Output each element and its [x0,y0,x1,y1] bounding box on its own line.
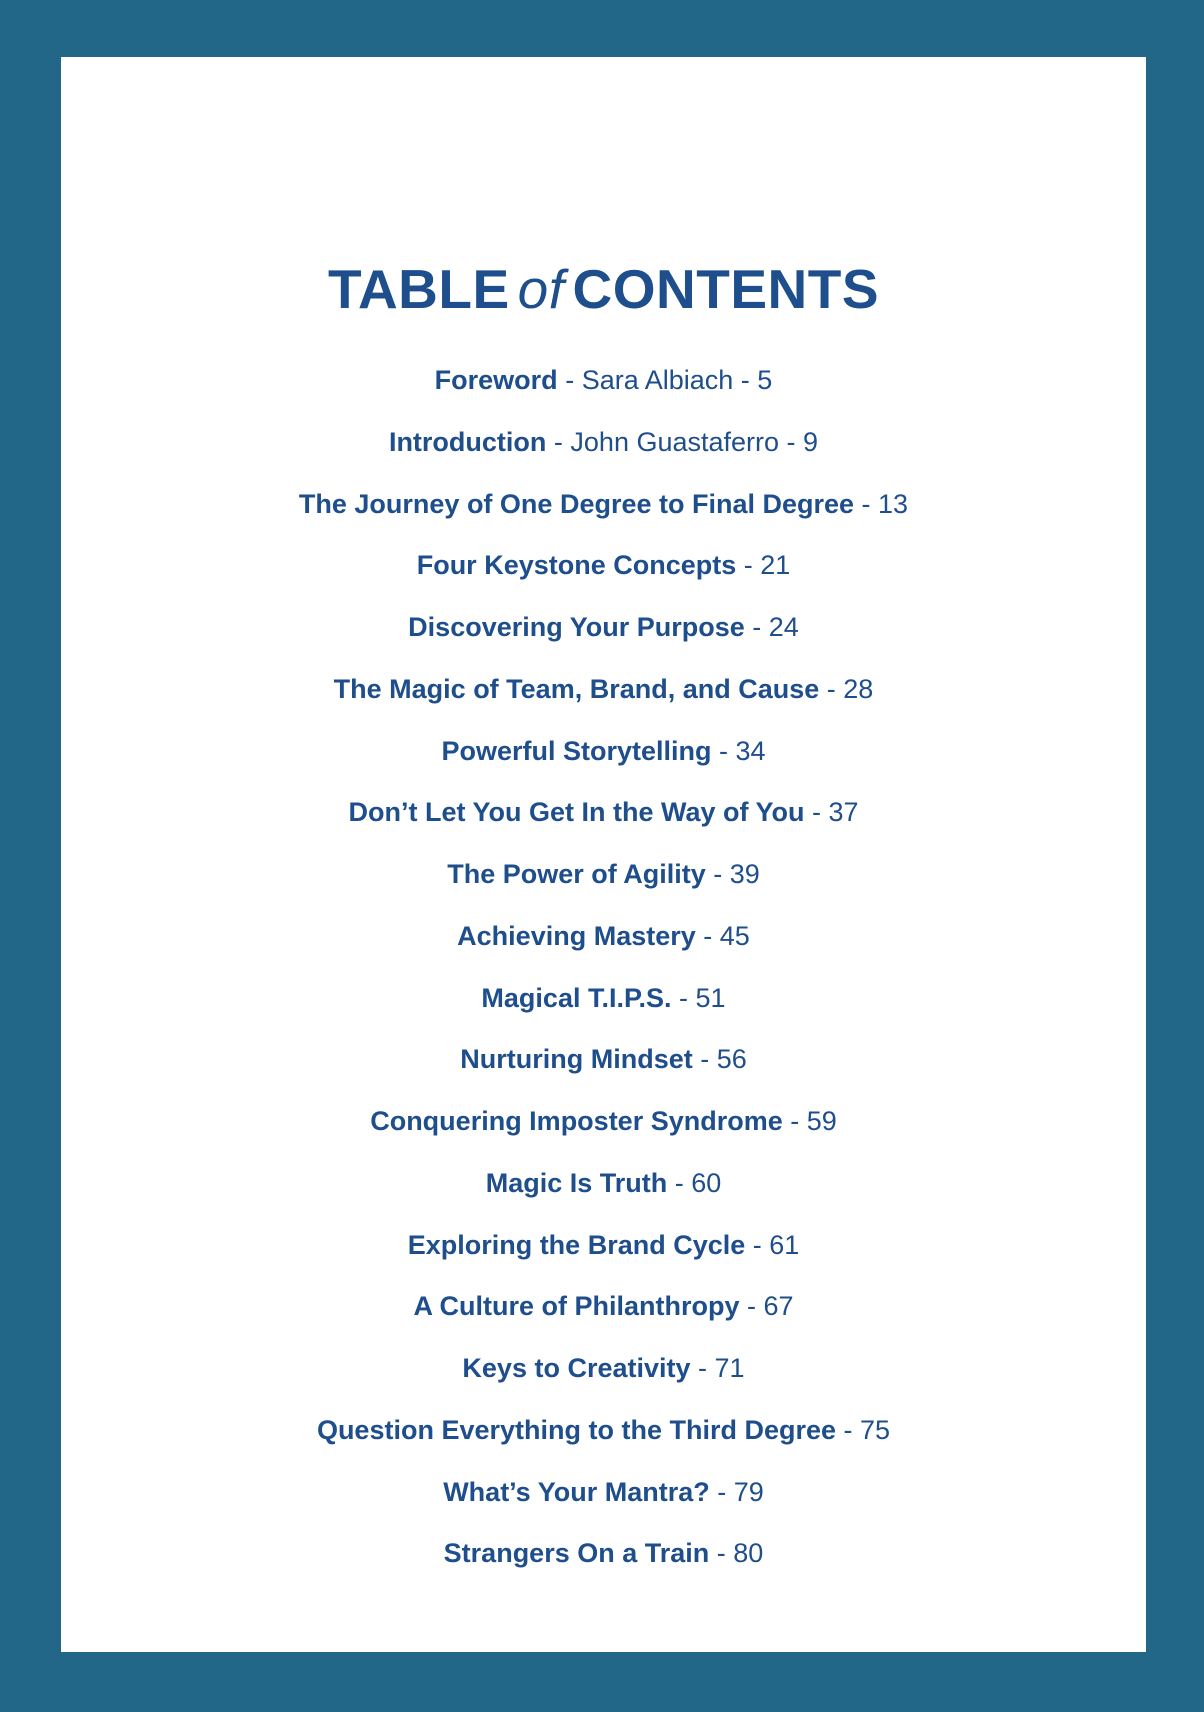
toc-entry-separator: - [709,1476,734,1507]
toc-entry-page-number: 21 [760,550,791,581]
toc-entry [61,1215,1146,1277]
toc-entry-title: Don’t Let You Get In the Way of You [348,797,805,828]
toc-entry [61,535,1146,597]
toc-entry-title: Discovering Your Purpose [408,612,745,642]
toc-entry [61,968,1146,1030]
toc-entry [61,597,1146,659]
toc-entry-page-number: 79 [733,1476,764,1507]
title-word-table: TABLE [327,257,510,320]
table-of-contents-list [61,350,1146,1585]
toc-entry-separator: - [854,488,879,519]
toc-entry-page-number: 67 [763,1291,794,1322]
toc-entry-separator: - [692,1044,717,1075]
toc-entry-separator: - [733,365,758,395]
toc-entry-page-number: 24 [768,612,799,642]
toc-entry-title: The Power of Agility [447,859,706,889]
toc-entry [61,350,1146,412]
toc-entry-page-number: 56 [716,1044,747,1075]
toc-entry-separator: - [711,735,736,766]
toc-entry [61,1462,1146,1524]
toc-entry-page-number: 45 [719,920,750,951]
toc-entry-title: What’s Your Mantra? [443,1476,710,1507]
toc-entry [61,1153,1146,1215]
toc-entry-separator: - [667,1167,692,1198]
toc-entry-title: Question Everything to the Third Degree [316,1414,837,1445]
toc-entry-author: John Guastaferro [570,426,780,457]
toc-entry-separator: - [695,920,720,951]
title-word-contents: CONTENTS [572,257,880,320]
toc-entry [61,844,1146,906]
toc-entry-page-number: 13 [878,488,909,519]
toc-entry-separator: - [779,426,804,457]
toc-entry-title: Exploring the Brand Cycle [407,1229,746,1260]
toc-entry-page-number: 5 [757,365,773,395]
toc-entry-separator: - [744,612,769,642]
toc-entry-author: Sara Albiach [581,365,734,395]
toc-entry-title: Powerful Storytelling [441,735,712,766]
toc-entry-separator: - [557,365,582,395]
toc-entry-page-number: 39 [729,859,760,889]
toc-entry-separator: - [709,1538,734,1569]
toc-entry-title: Four Keystone Concepts [416,550,737,581]
toc-entry-title: Introduction [388,426,547,457]
toc-entry-title: A Culture of Philanthropy [413,1291,740,1322]
toc-entry [61,1400,1146,1462]
toc-entry-separator: - [782,1106,807,1136]
toc-entry-page-number: 60 [691,1167,722,1198]
title-word-of: of [517,257,565,320]
toc-entry [61,412,1146,474]
toc-entry-page-number: 71 [714,1353,745,1383]
toc-entry-separator: - [546,426,571,457]
toc-entry [61,721,1146,783]
toc-entry-page-number: 80 [733,1538,764,1569]
toc-entry-page-number: 28 [843,673,874,704]
toc-entry [61,1091,1146,1153]
toc-entry [61,474,1146,536]
toc-entry-title: Conquering Imposter Syndrome [370,1106,783,1136]
toc-entry-title: Magical T.I.P.S. [481,982,672,1013]
toc-entry-separator: - [745,1229,770,1260]
toc-entry [61,782,1146,844]
toc-entry-page-number: 34 [735,735,766,766]
toc-entry-separator: - [690,1353,715,1383]
page-title [61,254,1146,324]
toc-entry-title: Nurturing Mindset [460,1044,693,1075]
toc-entry-title: Achieving Mastery [457,920,696,951]
toc-entry-page-number: 61 [769,1229,800,1260]
toc-entry-separator: - [804,797,829,828]
toc-entry [61,1276,1146,1338]
toc-entry-title: Magic Is Truth [485,1167,668,1198]
toc-entry-separator: - [705,859,730,889]
toc-entry-title: Foreword [434,365,558,395]
toc-entry-separator: - [671,982,696,1013]
toc-entry [61,1338,1146,1400]
toc-entry-separator: - [739,1291,764,1322]
toc-entry-page-number: 37 [828,797,859,828]
toc-entry-title: Strangers On a Train [443,1538,710,1569]
toc-entry-page-number: 51 [695,982,726,1013]
toc-entry [61,1523,1146,1585]
toc-entry [61,1029,1146,1091]
toc-entry-page-number: 59 [806,1106,837,1136]
toc-entry-separator: - [819,673,844,704]
toc-entry-page-number: 75 [860,1414,891,1445]
toc-entry [61,659,1146,721]
toc-entry [61,906,1146,968]
toc-entry-title: Keys to Creativity [462,1353,691,1383]
toc-entry-title: The Magic of Team, Brand, and Cause [333,673,820,704]
toc-entry-separator: - [736,550,761,581]
toc-entry-page-number: 9 [803,426,819,457]
toc-entry-separator: - [836,1414,861,1445]
document-page [61,57,1146,1652]
toc-entry-title: The Journey of One Degree to Final Degree [298,488,855,519]
